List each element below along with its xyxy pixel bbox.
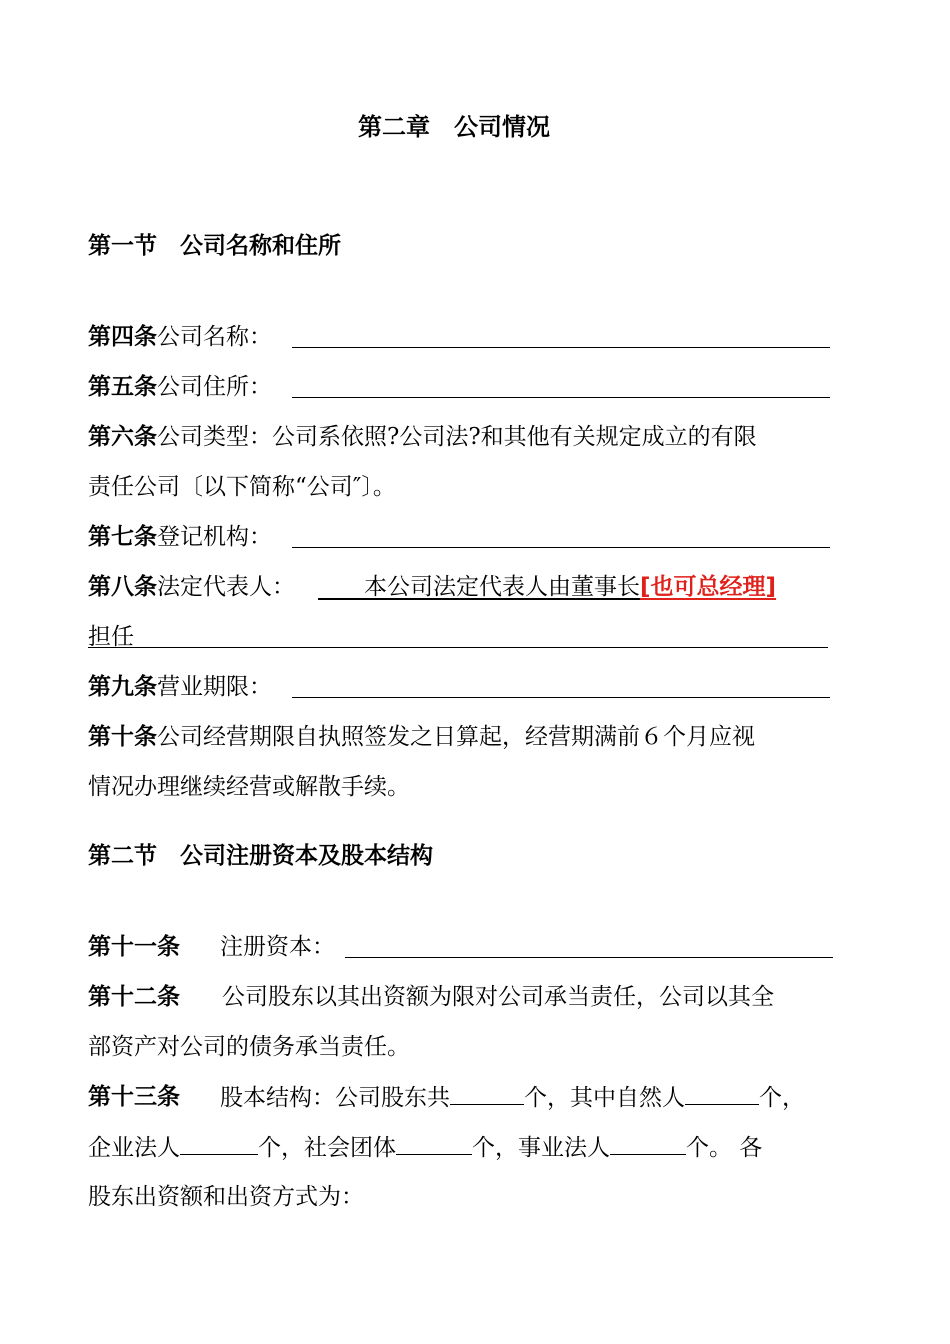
share-structure-text: 股本结构：公司股东共 [220,1085,450,1111]
article-13-line1 [220,1082,805,1113]
article-label: 第十二条 [88,984,180,1010]
article-text: 法定代表人： [157,574,295,600]
social-group-count-blank[interactable] [396,1132,472,1155]
article-13-line3: 股东出资额和出资方式为： [88,1184,364,1210]
article-9 [88,672,272,702]
article-11-text: 注册资本： [220,934,335,960]
legal-rep-line2-rule [88,647,828,648]
legal-rep-text: 本公司法定代表人由董事长 [364,574,640,600]
article-13-line2 [88,1132,762,1163]
shareholder-count-blank[interactable] [450,1082,524,1105]
article-6-line2: 责任公司〔以下简称“公司″〕。 [88,474,396,500]
article-8 [88,572,295,602]
article-label: 第十三条 [88,1084,180,1110]
article-10-line2: 情况办理继续经营或解散手续。 [88,774,410,800]
article-4 [88,322,272,352]
registered-capital-blank[interactable] [345,957,833,958]
business-term-blank[interactable] [292,697,830,698]
article-label: 第九条 [88,674,157,700]
article-12-line2: 部资产对公司的债务承当责任。 [88,1034,410,1060]
article-8-line2: 担任 [88,624,134,650]
article-label: 第十条 [88,724,157,750]
article-text: 公司住所： [157,374,272,400]
legal-rep-note: [也可总经理] [640,574,777,600]
article-label: 第四条 [88,324,157,350]
article-12-text: 公司股东以其出资额为限对公司承当责任，公司以其全 [222,984,774,1010]
article-text: 营业期限： [157,674,272,700]
share-structure-text: 个，事业法人 [472,1135,610,1161]
article-label: 第八条 [88,574,157,600]
article-13 [88,1082,180,1112]
chapter-title: 第二章 公司情况 [358,113,550,141]
article-label: 第六条 [88,424,157,450]
section-title-2: 第二节 公司注册资本及股本结构 [88,843,433,869]
share-structure-text: 个， [759,1085,805,1111]
legal-rep-filled [318,572,776,602]
article-label: 第七条 [88,524,157,550]
article-text: 公司类型：公司系依照?公司法?和其他有关规定成立的有限 [157,424,757,450]
article-11 [88,932,180,962]
article-text: 公司名称： [157,324,272,350]
section-title-1: 第一节 公司名称和住所 [88,233,341,259]
article-6 [88,422,757,452]
article-label: 第十一条 [88,934,180,960]
registration-authority-blank[interactable] [292,547,830,548]
public-institution-count-blank[interactable] [610,1132,686,1155]
article-10 [88,722,755,752]
share-structure-text: 个。 各 [686,1135,763,1161]
company-name-blank[interactable] [292,347,830,348]
article-label: 第五条 [88,374,157,400]
company-address-blank[interactable] [292,397,830,398]
share-structure-text: 个，其中自然人 [524,1085,685,1111]
article-text: 登记机构： [157,524,272,550]
article-5 [88,372,272,402]
enterprise-count-blank[interactable] [180,1132,258,1155]
share-structure-text: 企业法人 [88,1135,180,1161]
natural-person-count-blank[interactable] [685,1082,759,1105]
share-structure-text: 个，社会团体 [258,1135,396,1161]
article-text: 公司经营期限自执照签发之日算起，经营期满前６个月应视 [157,724,755,750]
article-7 [88,522,272,552]
article-12 [88,982,180,1012]
